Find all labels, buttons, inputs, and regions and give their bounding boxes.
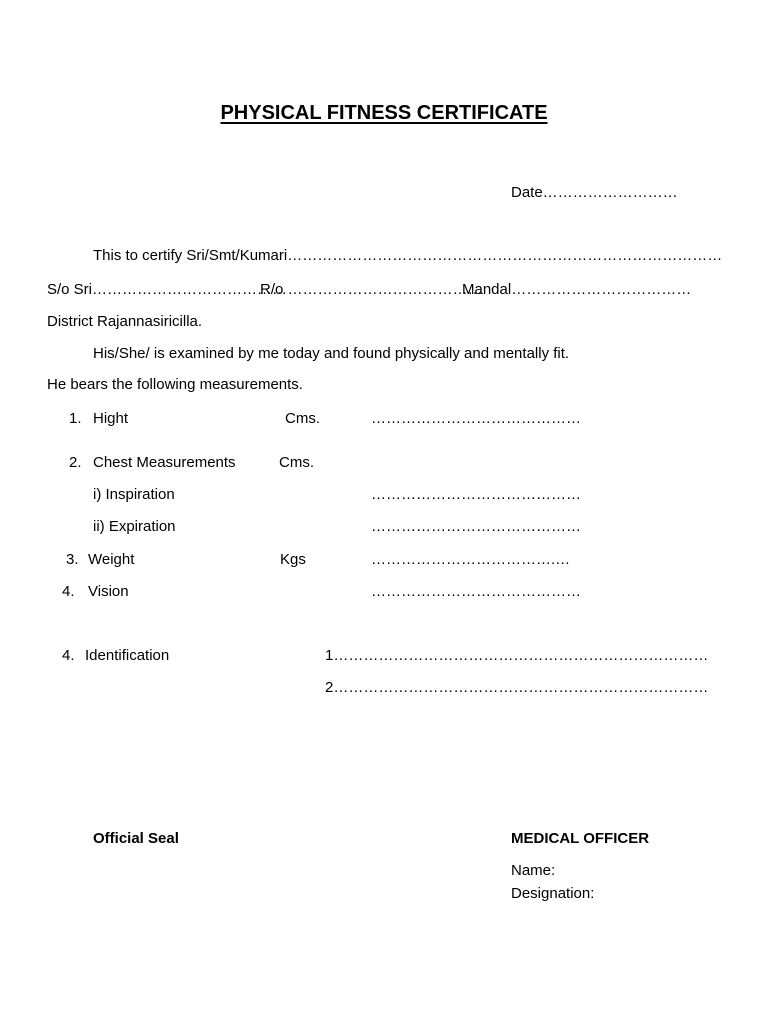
weight-blank: ……………………………….… xyxy=(371,551,571,568)
height-label: Hight xyxy=(93,410,129,427)
certificate-title xyxy=(0,101,768,125)
vision-label: Vision xyxy=(88,583,129,600)
vision-blank: …………………………………… xyxy=(371,583,581,600)
date-field: Date……………………… xyxy=(511,184,678,201)
son-of-field: S/o Sri………………………………… xyxy=(47,281,288,298)
identification-number: 4. xyxy=(62,647,75,664)
weight-number: 3. xyxy=(66,551,79,568)
mandal-field: Mandal……………………………… xyxy=(462,281,692,298)
inspiration-blank: …………………………………… xyxy=(371,486,581,503)
certify-line: This to certify Sri/Smt/Kumari…………………………………………………………………………… xyxy=(93,247,723,264)
identification-mark-1: 1………………………………………………………………… xyxy=(325,647,709,664)
chest-unit: Cms. xyxy=(279,454,314,471)
height-number: 1. xyxy=(69,410,82,427)
vision-number: 4. xyxy=(62,583,75,600)
official-seal-label: Official Seal xyxy=(93,830,179,847)
weight-unit: Kgs xyxy=(280,551,306,568)
examined-statement: His/She/ is examined by me today and found physically and mentally fit. xyxy=(93,345,570,362)
medical-officer-label: MEDICAL OFFICER xyxy=(511,830,650,847)
expiration-label: ii) Expiration xyxy=(93,518,176,535)
height-blank: …………………………………… xyxy=(371,410,581,427)
identification-mark-2: 2………………………………………………………………… xyxy=(325,679,709,696)
height-unit: Cms. xyxy=(285,410,320,427)
resident-of-field: R/o ………………………………… xyxy=(260,281,483,298)
chest-label: Chest Measurements xyxy=(93,454,236,471)
officer-designation-label: Designation: xyxy=(511,885,595,902)
chest-number: 2. xyxy=(69,454,82,471)
certificate-title-text: PHYSICAL FITNESS CERTIFICATE xyxy=(220,102,548,124)
identification-label: Identification xyxy=(85,647,170,664)
weight-label: Weight xyxy=(88,551,135,568)
measurements-intro: He bears the following measurements. xyxy=(47,376,303,393)
district-line: District Rajannasiricilla. xyxy=(47,313,203,330)
officer-name-label: Name: xyxy=(511,862,556,879)
inspiration-label: i) Inspiration xyxy=(93,486,175,503)
expiration-blank: …………………………………… xyxy=(371,518,581,535)
